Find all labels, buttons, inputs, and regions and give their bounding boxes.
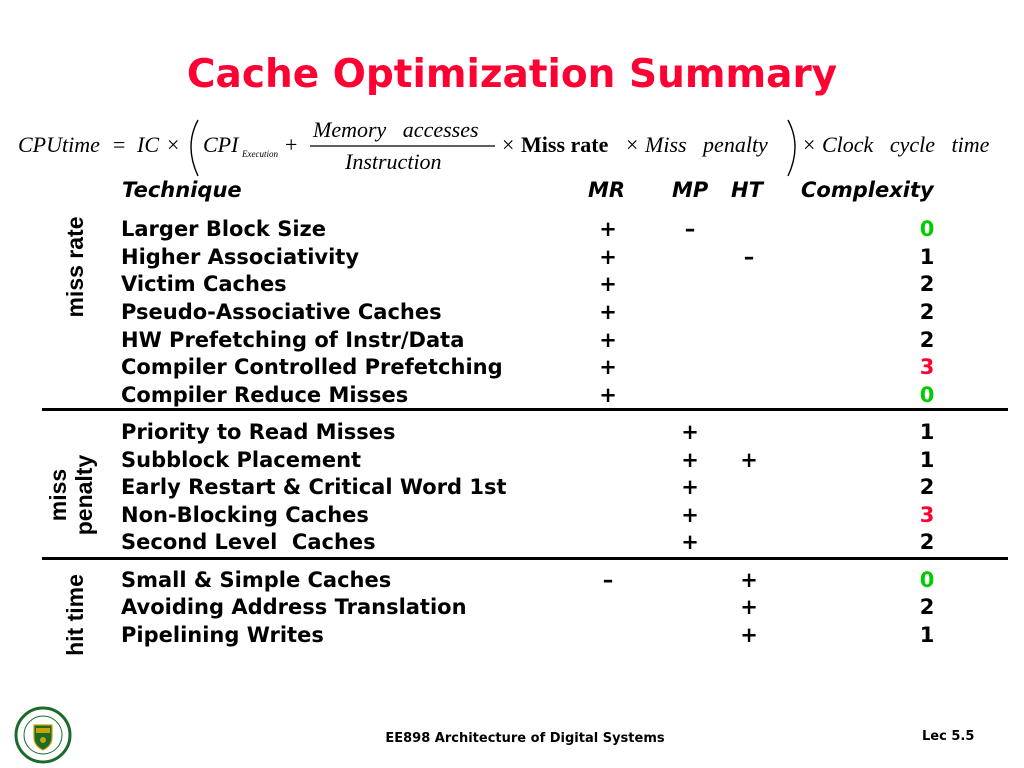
technique-cell: Compiler Reduce Misses <box>121 383 409 407</box>
svg-text:×: × <box>626 132 639 157</box>
mp-cell: + <box>681 475 699 499</box>
formula-clock: Clock cycle time <box>822 132 990 157</box>
technique-cell: Pseudo-Associative Caches <box>121 300 442 324</box>
technique-cell: Second Level Caches <box>121 530 376 554</box>
svg-text:×: × <box>167 132 180 157</box>
technique-cell: Subblock Placement <box>121 448 362 472</box>
complexity-cell: 2 <box>919 475 935 499</box>
table-row <box>0 298 1024 326</box>
svg-text:×: × <box>803 132 816 157</box>
complexity-cell: 1 <box>919 245 935 269</box>
formula-miss-penalty: Miss penalty <box>645 132 768 157</box>
group-label-miss-rate: miss rate <box>62 216 88 318</box>
technique-cell: HW Prefetching of Instr/Data <box>121 328 465 352</box>
complexity-cell: 1 <box>919 623 935 647</box>
svg-text:×: × <box>502 132 515 157</box>
ht-cell: – <box>743 245 755 269</box>
complexity-cell: 1 <box>919 448 935 472</box>
table-row <box>0 326 1024 354</box>
technique-cell: Pipelining Writes <box>121 623 324 647</box>
group-label-miss-penalty-line1: miss <box>45 468 71 522</box>
ht-cell: + <box>740 595 758 619</box>
complexity-cell: 3 <box>919 355 935 379</box>
group-label-hit-time: hit time <box>62 574 88 656</box>
mp-cell: + <box>681 530 699 554</box>
technique-cell: Priority to Read Misses <box>121 420 396 444</box>
complexity-cell: 2 <box>919 328 935 352</box>
group-label-miss-penalty-line2: penalty <box>71 454 97 536</box>
technique-cell: Higher Associativity <box>121 245 360 269</box>
mp-cell: + <box>681 448 699 472</box>
complexity-cell: 0 <box>919 383 935 407</box>
technique-cell: Early Restart & Critical Word 1st <box>121 475 507 499</box>
formula-cpi-sub: Execution <box>242 149 278 159</box>
complexity-cell: 3 <box>919 503 935 527</box>
complexity-cell: 2 <box>919 300 935 324</box>
technique-cell: Larger Block Size <box>121 217 326 241</box>
formula-denominator: Instruction <box>345 149 442 174</box>
formula-numerator: Memory accesses <box>313 117 479 142</box>
complexity-cell: 2 <box>919 595 935 619</box>
table-row <box>0 528 1024 556</box>
ht-cell: + <box>740 448 758 472</box>
complexity-cell: 0 <box>919 568 935 592</box>
mp-cell: + <box>681 420 699 444</box>
formula-ic: IC <box>137 132 159 157</box>
formula-miss-rate: Miss rate <box>521 132 609 157</box>
mp-cell: + <box>681 503 699 527</box>
formula-cpi: CPI <box>203 132 239 157</box>
technique-cell: Avoiding Address Translation <box>121 595 467 619</box>
table-row <box>0 270 1024 298</box>
footer-lecture-number: Lec 5.5 <box>922 729 975 744</box>
mr-cell: + <box>599 272 617 296</box>
mr-cell: + <box>599 245 617 269</box>
slide-title: Cache Optimization Summary <box>186 52 838 97</box>
table-row <box>0 243 1024 271</box>
table-row <box>0 501 1024 529</box>
cpu-time-formula <box>0 110 1024 182</box>
technique-cell: Compiler Controlled Prefetching <box>121 355 503 379</box>
table-row <box>0 621 1024 649</box>
technique-cell: Small & Simple Caches <box>121 568 392 592</box>
header-mp: MP <box>672 178 709 202</box>
svg-text:+: + <box>285 132 298 157</box>
mr-cell: – <box>602 568 614 592</box>
complexity-cell: 0 <box>919 217 935 241</box>
header-technique: Technique <box>122 178 242 202</box>
header-ht: HT <box>731 178 763 202</box>
footer-course: EE898 Architecture of Digital Systems <box>385 731 665 746</box>
technique-cell: Non-Blocking Caches <box>121 503 369 527</box>
complexity-cell: 2 <box>919 530 935 554</box>
mr-cell: + <box>599 300 617 324</box>
divider-miss-penalty <box>42 557 1008 560</box>
svg-text:=: = <box>113 132 126 157</box>
mr-cell: + <box>599 328 617 352</box>
mr-cell: + <box>599 217 617 241</box>
table-row <box>0 473 1024 501</box>
complexity-cell: 1 <box>919 420 935 444</box>
table-row <box>0 215 1024 243</box>
formula-lhs: CPUtime <box>18 132 100 157</box>
technique-cell: Victim Caches <box>121 272 287 296</box>
mr-cell: + <box>599 383 617 407</box>
table-row <box>0 418 1024 446</box>
table-row <box>0 593 1024 621</box>
ht-cell: + <box>740 568 758 592</box>
university-crest-logo <box>14 706 72 764</box>
mp-cell: – <box>684 217 696 241</box>
table-row <box>0 381 1024 409</box>
ht-cell: + <box>740 623 758 647</box>
header-complexity: Complexity <box>801 178 934 202</box>
mr-cell: + <box>599 355 617 379</box>
complexity-cell: 2 <box>919 272 935 296</box>
table-row <box>0 446 1024 474</box>
header-mr: MR <box>588 178 626 202</box>
table-row <box>0 566 1024 594</box>
table-row <box>0 353 1024 381</box>
